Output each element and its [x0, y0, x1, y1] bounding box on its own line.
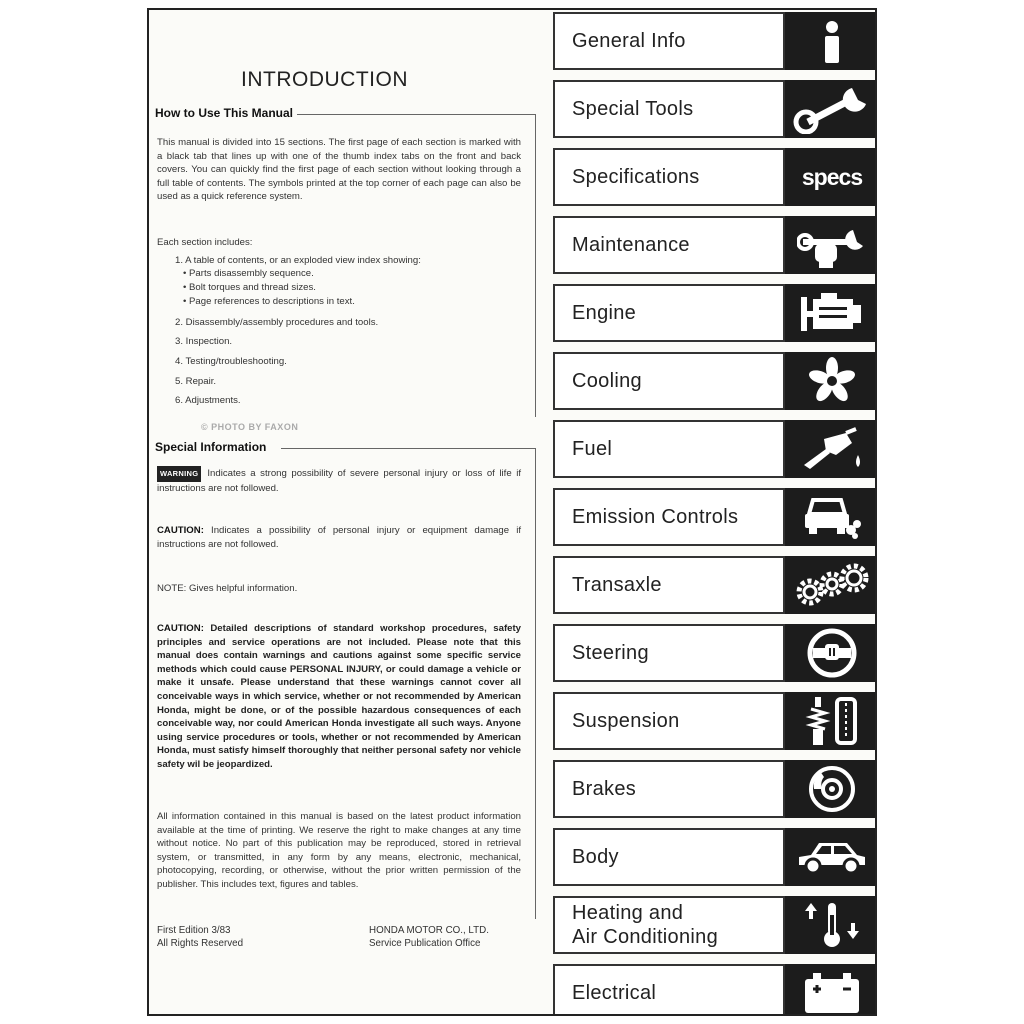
list-item: 5. Repair.: [175, 376, 217, 387]
list-item: 6. Adjustments.: [175, 395, 241, 406]
tab-body[interactable]: [553, 828, 877, 886]
tab-label: Transaxle: [572, 574, 662, 596]
manual-page: [147, 8, 877, 1016]
caution-text: Indicates a possibility of personal injury or equipment damage if instructions are not followed.: [157, 525, 521, 550]
fuel-nozzle-icon: [785, 420, 877, 478]
shock-absorber-icon: [785, 692, 877, 750]
edition-text: First Edition 3/83: [157, 925, 231, 936]
sub-list-item: • Bolt torques and thread sizes.: [183, 282, 316, 293]
tab-label: Engine: [572, 302, 637, 324]
warning-block: [157, 466, 521, 495]
tab-emission-controls[interactable]: [553, 488, 877, 546]
battery-icon: [785, 964, 877, 1016]
tab-brakes[interactable]: [553, 760, 877, 818]
tab-label: Heating and Air Conditioning: [572, 902, 718, 948]
tab-label: Fuel: [572, 438, 613, 460]
tab-label: Emission Controls: [572, 506, 739, 528]
tab-suspension[interactable]: [553, 692, 877, 750]
tab-label: Brakes: [572, 778, 637, 800]
tab-label: Steering: [572, 642, 649, 664]
how-to-use-paragraph: This manual is divided into 15 sections. The first page of each section is marked with a black tab that lines up with one of the thumb index tabs on the front and back covers. You can quickly find the first page of each section without looking through a full table of contents. The symbols printed at the top corner of each page can also be used as a quick reference system.: [157, 137, 521, 203]
how-to-use-heading: How to Use This Manual: [155, 106, 297, 120]
tab-transaxle[interactable]: [553, 556, 877, 614]
tab-fuel[interactable]: [553, 420, 877, 478]
all-rights-text: All Rights Reserved: [157, 938, 244, 949]
info-icon: [785, 12, 877, 70]
list-item: 2. Disassembly/assembly procedures and tools.: [175, 317, 379, 328]
sub-list-item: • Page references to descriptions in text.: [183, 296, 355, 307]
caution2-block: [157, 622, 521, 772]
list-item: 3. Inspection.: [175, 336, 233, 347]
tab-electrical[interactable]: [553, 964, 877, 1016]
tab-label: Maintenance: [572, 234, 690, 256]
company-text: HONDA MOTOR CO., LTD.: [369, 925, 489, 936]
watermark: © PHOTO BY FAXON: [201, 422, 299, 432]
hand-wrench-icon: [785, 216, 877, 274]
thermometer-icon: [785, 896, 877, 954]
tab-cooling[interactable]: [553, 352, 877, 410]
tab-engine[interactable]: [553, 284, 877, 342]
caution-label: CAUTION:: [157, 525, 204, 536]
caution2-text: Detailed descriptions of standard workshop procedures, safety principles and service operations are not included. Please note that this manual does contain warnings and cautions against some specific service methods which could cause PERSONAL INJURY, or could damage a vehicle or make it unsafe. Please understand that these warnings cannot cover all conceivable ways in which service, whether or not recommended by American Honda, might be done, or of the possible hazardous consequences of each conceivable way, nor could American Honda investigate all such ways. Anyone using service procedures or tools, whether or not recommended by American Honda, must satisfy himself thoroughly that neither personal safety nor vehicle safety wil be jeopardized.: [157, 623, 521, 770]
rights-paragraph: All information contained in this manual is based on the latest product information available at the time of printing. We reserve the right to make changes at any time without notice. No part of this publication may be reproduced, stored in retrieval system, or transmitted, in any form by any means, electronic, mechanical, photocopying, recording, or otherwise, without the prior written permission of the publisher. This includes text, figures and tables.: [157, 811, 521, 890]
caution2-label: CAUTION:: [157, 623, 204, 634]
steering-wheel-icon: [785, 624, 877, 682]
tab-label: Suspension: [572, 710, 680, 732]
tab-maintenance[interactable]: [553, 216, 877, 274]
warning-badge: WARNING: [157, 466, 201, 482]
tab-label: Electrical: [572, 982, 657, 1004]
brake-disc-icon: [785, 760, 877, 818]
page-title: INTRODUCTION: [241, 68, 408, 91]
tab-label: Body: [572, 846, 619, 868]
gears-icon: [785, 556, 877, 614]
tab-label: Specifications: [572, 166, 700, 188]
caution-block: [157, 524, 521, 551]
car-body-icon: [785, 828, 877, 886]
tab-specifications[interactable]: [553, 148, 877, 206]
engine-icon: [785, 284, 877, 342]
tab-special-tools[interactable]: [553, 80, 877, 138]
specs-icon-text: specs: [801, 163, 863, 190]
warning-text: Indicates a strong possibility of severe personal injury or loss of life if instructions are not followed.: [157, 468, 521, 494]
tab-label: Cooling: [572, 370, 642, 392]
list-item: 1. A table of contents, or an exploded view index showing:: [175, 255, 421, 266]
tab-label: General Info: [572, 30, 686, 52]
car-exhaust-icon: [785, 488, 877, 546]
specs-icon: [785, 148, 877, 206]
sub-list-item: • Parts disassembly sequence.: [183, 268, 314, 279]
wrench-icon: [785, 80, 877, 138]
tab-steering[interactable]: [553, 624, 877, 682]
list-item: 4. Testing/troubleshooting.: [175, 356, 287, 367]
fan-icon: [785, 352, 877, 410]
each-section-includes: Each section includes:: [157, 237, 253, 248]
tab-label: Special Tools: [572, 98, 694, 120]
office-text: Service Publication Office: [369, 938, 481, 949]
note-text: NOTE: Gives helpful information.: [157, 583, 298, 594]
tab-general-info[interactable]: [553, 12, 877, 70]
special-info-heading: Special Information: [155, 440, 270, 454]
tab-heating-air-conditioning[interactable]: [553, 896, 877, 954]
